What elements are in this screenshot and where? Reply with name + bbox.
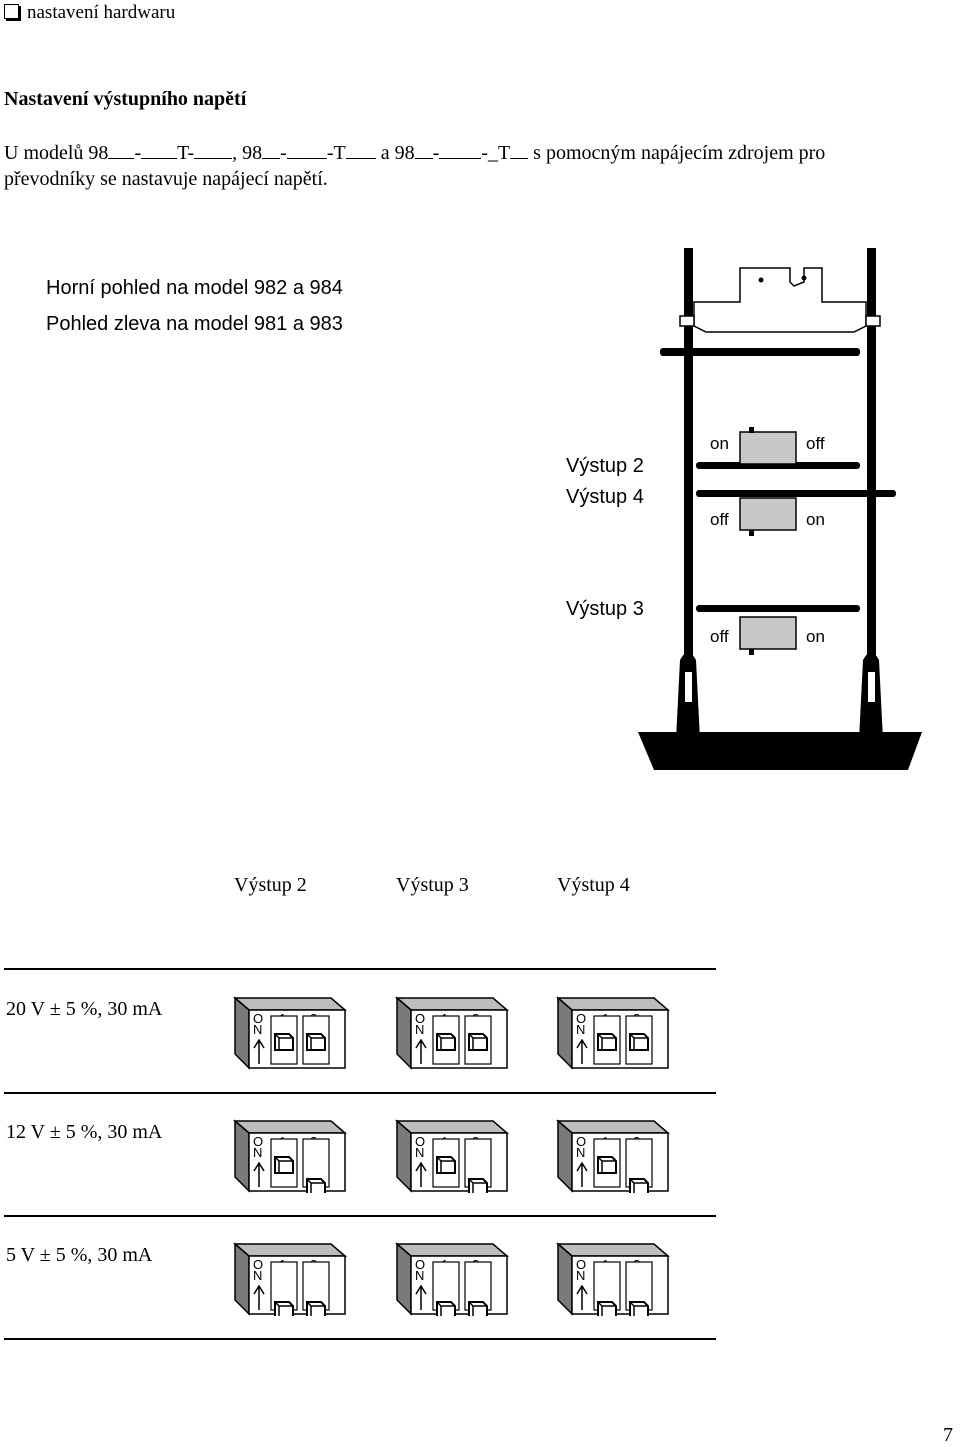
- dip-switch: [556, 996, 672, 1070]
- dip-switch-1-knob: [598, 1157, 616, 1173]
- dip-on-label-n: N: [415, 1145, 425, 1160]
- switch-3-right-label: on: [806, 627, 825, 646]
- dip-switch: [395, 996, 511, 1070]
- dip-switch-1-knob: [437, 1157, 455, 1173]
- dip-on-label-n: N: [576, 1022, 586, 1037]
- switch-1-left-label: on: [710, 434, 729, 453]
- device-diagram: [630, 240, 930, 780]
- dip-switch: [556, 1242, 672, 1316]
- dip-on-label-n: N: [253, 1268, 263, 1283]
- table-rule-2: [4, 1215, 716, 1217]
- dip-on-label-n: N: [253, 1022, 263, 1037]
- table-rule-top: [4, 968, 716, 970]
- dip-switch-1-knob: [275, 1034, 293, 1050]
- dip-on-label-o: O: [576, 1011, 587, 1026]
- row-label-20v: 20 V ± 5 %, 30 mA: [6, 998, 163, 1020]
- intro-line-1: U modelů 98 - T- , 98 - -T a 98 - -_T s pomocným napájecím zdrojem pro: [4, 142, 826, 164]
- switch-2-right-label: on: [806, 510, 825, 529]
- dip-switch-2-knob: [630, 1302, 648, 1316]
- output-3-label: Výstup 3: [566, 598, 644, 620]
- page-heading: Nastavení výstupního napětí: [4, 88, 247, 110]
- dip-on-label-o: O: [415, 1257, 426, 1272]
- switch-1-right-label: off: [806, 434, 825, 453]
- dip-on-label-o: O: [576, 1134, 587, 1149]
- dip-switch: [233, 1242, 349, 1316]
- row-label-12v: 12 V ± 5 %, 30 mA: [6, 1121, 163, 1143]
- section-header: [4, 2, 175, 24]
- column-label-output-2: Výstup 2: [234, 874, 307, 896]
- switch-2-left-label: off: [710, 510, 729, 529]
- page-number: 7: [943, 1424, 953, 1446]
- dip-switch: [233, 1119, 349, 1193]
- dip-switch: [233, 996, 349, 1070]
- dip-switch-2-knob: [630, 1179, 648, 1193]
- view-top-label: Horní pohled na model 982 a 984: [46, 277, 343, 299]
- dip-on-label-o: O: [576, 1257, 587, 1272]
- dip-switch-2-knob: [630, 1034, 648, 1050]
- row-label-5v: 5 V ± 5 %, 30 mA: [6, 1244, 153, 1266]
- dip-switch-2-knob: [469, 1302, 487, 1316]
- column-label-output-4: Výstup 4: [557, 874, 630, 896]
- section-title: nastavení hardwaru: [27, 2, 176, 23]
- dip-switch: [395, 1242, 511, 1316]
- dip-switch-2-knob: [307, 1302, 325, 1316]
- dip-on-label-o: O: [415, 1134, 426, 1149]
- dip-on-label-n: N: [415, 1268, 425, 1283]
- dip-switch-1-knob: [275, 1157, 293, 1173]
- dip-on-label-n: N: [415, 1022, 425, 1037]
- view-left-label: Pohled zleva na model 981 a 983: [46, 313, 343, 335]
- checkbox-icon: [4, 4, 19, 19]
- table-rule-bottom: [4, 1338, 716, 1340]
- intro-paragraph: [4, 140, 954, 192]
- dip-on-label-n: N: [576, 1145, 586, 1160]
- dip-on-label-o: O: [253, 1134, 264, 1149]
- dip-switch-1-knob: [598, 1034, 616, 1050]
- dip-on-label-n: N: [576, 1268, 586, 1283]
- dip-switch-1-knob: [275, 1302, 293, 1316]
- dip-switch: [556, 1119, 672, 1193]
- dip-switch-2-knob: [307, 1179, 325, 1193]
- dip-on-label-o: O: [415, 1011, 426, 1026]
- dip-switch-2-knob: [469, 1034, 487, 1050]
- dip-switch-2-knob: [307, 1034, 325, 1050]
- dip-switch: [395, 1119, 511, 1193]
- output-2-label: Výstup 2: [566, 455, 644, 477]
- output-4-label: Výstup 4: [566, 486, 644, 508]
- dip-on-label-o: O: [253, 1257, 264, 1272]
- dip-switch-1-knob: [437, 1034, 455, 1050]
- dip-switch-1-knob: [598, 1302, 616, 1316]
- switch-3-left-label: off: [710, 627, 729, 646]
- dip-on-label-o: O: [253, 1011, 264, 1026]
- column-label-output-3: Výstup 3: [396, 874, 469, 896]
- table-rule-1: [4, 1092, 716, 1094]
- dip-on-label-n: N: [253, 1145, 263, 1160]
- dip-switch-2-knob: [469, 1179, 487, 1193]
- intro-line-2: převodníky se nastavuje napájecí napětí.: [4, 168, 328, 190]
- dip-switch-1-knob: [437, 1302, 455, 1316]
